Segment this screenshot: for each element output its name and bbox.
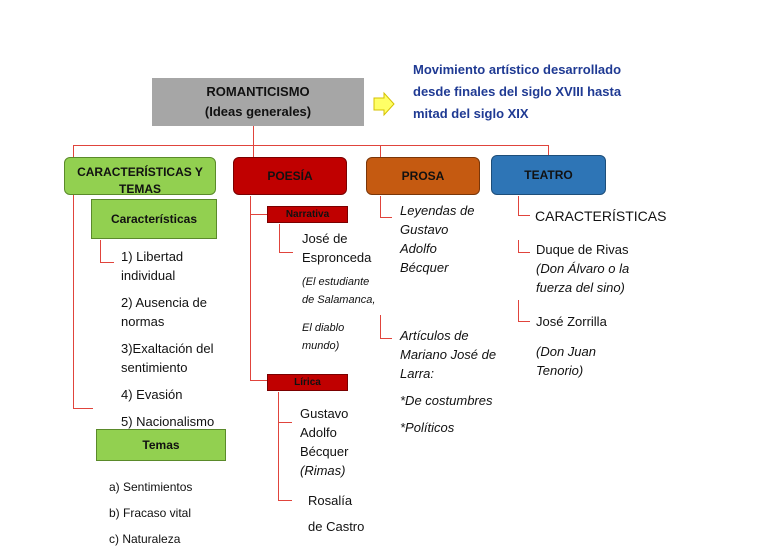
temas-list [109, 474, 259, 552]
list-item: normas [121, 314, 165, 329]
teatro-line: (Don Álvaro o la [536, 261, 630, 276]
teatro-line: (Don Juan [536, 344, 596, 359]
list-item: c) Naturaleza [109, 532, 181, 546]
work-line: de Salamanca, [302, 294, 376, 306]
prosa-line: *De costumbres [400, 393, 493, 408]
list-item: 2) Ausencia de [121, 295, 208, 310]
temas-header-label: Temas [142, 438, 180, 452]
list-item: 4) Evasión [121, 387, 183, 402]
author-line: Adolfo [300, 425, 337, 440]
work-line: (Rimas) [300, 463, 346, 478]
list-item: individual [121, 268, 176, 283]
teatro-duque [536, 240, 686, 297]
teatro-line: Duque de Rivas [536, 242, 629, 257]
connector-teatro-h3 [518, 321, 530, 322]
title-line1: ROMANTICISMO [206, 84, 310, 99]
connector-horizontal [73, 145, 548, 146]
lirica-author2 [308, 488, 398, 540]
connector-char-bottom [73, 408, 93, 409]
narrativa-author [302, 229, 392, 267]
connector-poesia-narr [250, 214, 267, 215]
prosa-line: Leyendas de [400, 203, 475, 218]
connector-char-inner [100, 240, 101, 262]
caracteristicas-header-label: Características [110, 212, 198, 226]
connector-poesia-v [250, 196, 251, 380]
category-teatro-label: TEATRO [524, 168, 573, 182]
category-prosa-label: PROSA [401, 169, 445, 183]
caracteristicas-list [121, 247, 231, 431]
connector-teatro-h1 [518, 215, 530, 216]
temas-header [96, 429, 226, 461]
teatro-header: CARACTERÍSTICAS [535, 208, 667, 224]
caracteristicas-header [91, 199, 217, 239]
connector-teatro-v2 [518, 240, 519, 252]
connector-title-down [253, 125, 254, 145]
lirica-label [267, 374, 348, 391]
title-box [152, 78, 364, 126]
author-line: de Castro [308, 519, 365, 534]
connector-char-inner-h [100, 262, 114, 263]
connector-poesia-lir [250, 380, 267, 381]
connector-narr-h [279, 252, 293, 253]
teatro-zorrilla [536, 312, 686, 380]
description-line3: mitad del siglo XIX [413, 106, 529, 121]
category-caracteristicas [64, 157, 216, 195]
lirica-author1 [300, 404, 390, 480]
prosa-line: Mariano José de [400, 347, 497, 362]
author-line: José de [302, 231, 348, 246]
category-caracteristicas-label: CARACTERÍSTICAS Y TEMAS [77, 165, 203, 195]
narrativa-label [267, 206, 348, 223]
connector-lir-h2 [278, 500, 292, 501]
connector-lir-v [278, 392, 279, 500]
prosa-leyendas [400, 201, 510, 277]
prosa-line: Bécquer [400, 260, 449, 275]
list-item: 3)Exaltación del [121, 341, 214, 356]
category-prosa [366, 157, 480, 195]
narrativa-label-text: Narrativa [285, 209, 330, 220]
teatro-line: José Zorrilla [536, 314, 607, 329]
author-line: Gustavo [300, 406, 349, 421]
narrativa-works [302, 273, 392, 355]
category-poesia-label: POESÍA [267, 169, 313, 183]
teatro-line: Tenorio) [536, 363, 584, 378]
prosa-line: Artículos de [400, 328, 469, 343]
prosa-line: *Políticos [400, 420, 455, 435]
connector-teatro-v1 [518, 196, 519, 215]
connector-teatro-v3 [518, 300, 519, 321]
title-line2: (Ideas generales) [204, 104, 312, 119]
author-line: Bécquer [300, 444, 349, 459]
connector-teatro-h2 [518, 252, 530, 253]
description-line1: Movimiento artístico desarrollado [413, 62, 622, 77]
list-item: sentimiento [121, 360, 188, 375]
prosa-line: Gustavo [400, 222, 449, 237]
category-teatro [491, 155, 606, 195]
description-line2: desde finales del siglo XVIII hasta [413, 84, 622, 99]
list-item: 1) Libertad [121, 249, 184, 264]
teatro-line: fuerza del sino) [536, 280, 625, 295]
author-line: Rosalía [308, 493, 353, 508]
connector-prosa-h1 [380, 217, 392, 218]
description [413, 59, 673, 125]
connector-prosa-v1 [380, 196, 381, 217]
list-item: a) Sentimientos [109, 480, 193, 494]
work-line: El diablo [302, 322, 345, 334]
connector-narr-v [279, 224, 280, 252]
work-line: (El estudiante [302, 276, 370, 288]
list-item: 5) Nacionalismo [121, 414, 215, 429]
list-item: b) Fracaso vital [109, 506, 192, 520]
connector-lir-h1 [278, 422, 292, 423]
lirica-label-text: Lírica [294, 377, 321, 388]
category-poesia [233, 157, 347, 195]
work-line: mundo) [302, 340, 340, 352]
author-line: Espronceda [302, 250, 372, 265]
prosa-line: Larra: [400, 366, 434, 381]
prosa-articulos [400, 326, 520, 437]
prosa-line: Adolfo [400, 241, 437, 256]
